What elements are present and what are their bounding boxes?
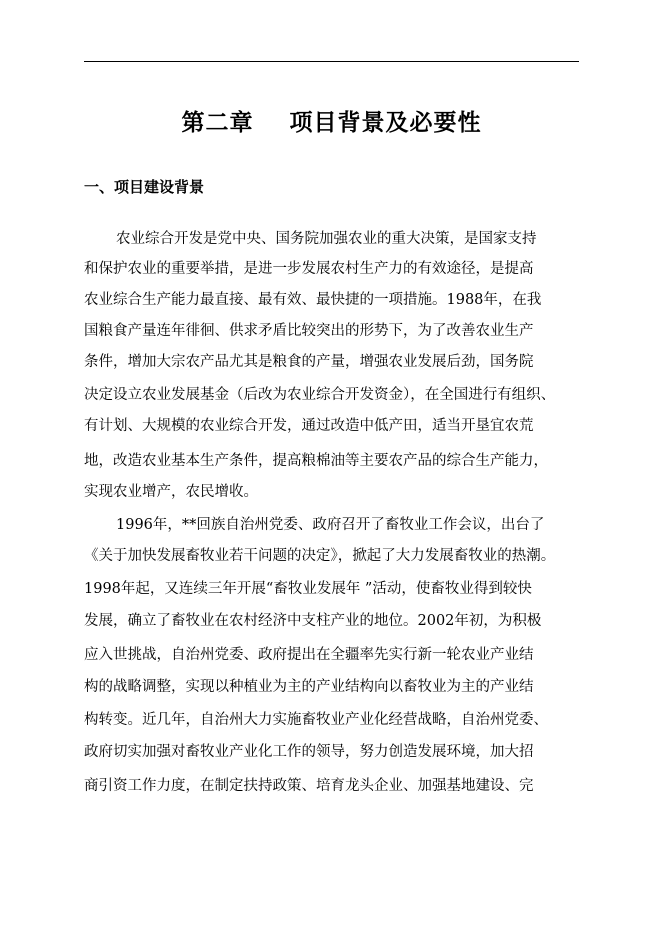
section-heading: 一、项目建设背景 [84,178,205,196]
paragraph-1-line: 地，改造农业基本生产条件，提高粮棉油等主要农产品的综合生产能力， [84,453,548,469]
paragraph-2-line: 《关于加快发展畜牧业若干问题的决定》，掀起了大力发展畜牧业的热潮。 [84,548,556,564]
paragraph-1-line: 农业综合生产能力最直接、最有效、最快捷的一项措施。1988年，在我 [84,292,542,308]
paragraph-2-line: 构的战略调整，实现以种植业为主的产业结构向以畜牧业为主的产业结 [84,679,534,695]
paragraph-1-line: 和保护农业的重要举措，是进一步发展农村生产力的有效途径，是提高 [84,261,534,277]
paragraph-2-line: 应入世挑战，自治州党委、政府提出在全疆率先实行新一轮农业产业结 [84,647,534,663]
paragraph-2-line: 1996年，**回族自治州党委、政府召开了畜牧业工作会议，出台了 [116,517,545,533]
chapter-title: 第二章 项目背景及必要性 [181,110,482,136]
header-rule [84,61,579,62]
paragraph-1-line: 实现农业增产，农民增收。 [84,484,258,500]
paragraph-1-line: 有计划、大规模的农业综合开发，通过改造中低产田，适当开垦宜农荒 [84,418,534,434]
paragraph-1-line: 决定设立农业发展基金（后改为农业综合开发资金），在全国进行有组织、 [84,387,556,403]
paragraph-1-line: 农业综合开发是党中央、国务院加强农业的重大决策，是国家支持 [116,231,537,247]
paragraph-2-line: 政府切实加强对畜牧业产业化工作的领导，努力创造发展环境，加大招 [84,744,534,760]
paragraph-2-line: 发展，确立了畜牧业在农村经济中支柱产业的地位。2002年初，为积极 [84,613,542,629]
paragraph-2-line: 构转变。近几年，自治州大力实施畜牧业产业化经营战略，自治州党委、 [84,712,548,728]
paragraph-2-line: 1998年起，又连续三年开展“畜牧业发展年 ”活动，使畜牧业得到较快 [84,581,532,597]
paragraph-2-line: 商引资工作力度，在制定扶持政策、培育龙头企业、加强基地建设、完 [84,778,534,794]
paragraph-1-line: 条件，增加大宗农产品尤其是粮食的产量，增强农业发展后劲，国务院 [84,354,534,370]
paragraph-1-line: 国粮食产量连年徘徊、供求矛盾比较突出的形势下，为了改善农业生产 [84,323,534,339]
